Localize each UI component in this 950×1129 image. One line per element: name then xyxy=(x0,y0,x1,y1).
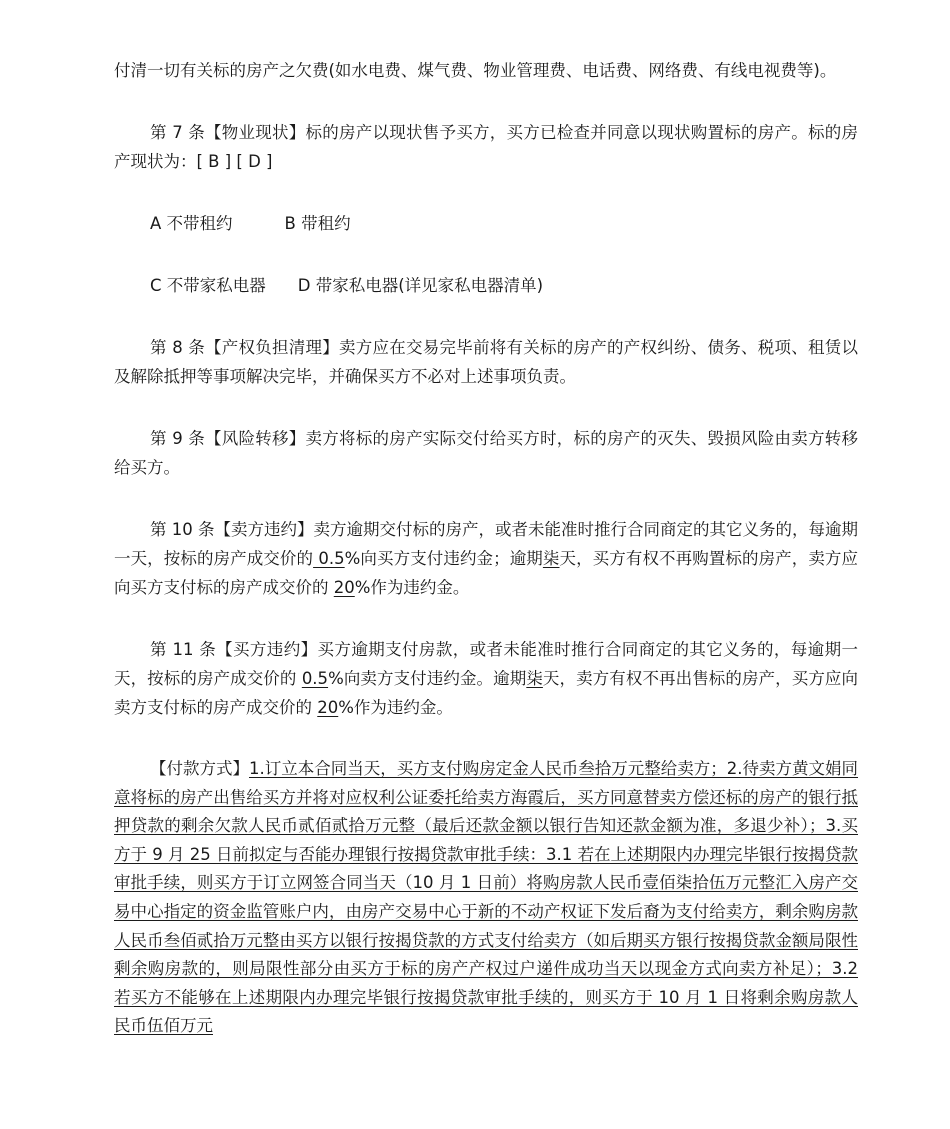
art10-text-2: %向买方支付违约金；逾期 xyxy=(344,549,543,568)
art10-days: 柒 xyxy=(542,549,560,568)
art11-rate: 0.5 xyxy=(301,669,329,688)
art10-text-3: 天，买方有权不再购置标的房产，卖方应向买方支付标的房产成交价的 xyxy=(114,549,859,597)
contract-page xyxy=(114,56,858,1041)
article-8-title-encumbrance: 第 8 条【产权负担清理】卖方应在交易完毕前将有关标的房产的产权纠纷、债务、税项、租赁以及解除抵押等事项解决完毕，并确保买方不必对上述事项负责。 xyxy=(114,338,858,386)
option-c: C 不带家私电器 xyxy=(150,276,266,295)
art11-text-4: %作为违约金。 xyxy=(338,698,453,717)
article-7-property-status: 第 7 条【物业现状】标的房产以现状售予买方，买方已检查并同意以现状购置标的房产。标的房产现状为：[ B ] [ D ] xyxy=(114,123,858,171)
paragraph-fee-continuation: 付清一切有关标的房产之欠费(如水电费、煤气费、物业管理费、电话费、网络费、有线电视费等)。 xyxy=(114,61,837,80)
payment-body: 1.订立本合同当天，买方支付购房定金人民币叁拾万元整给卖方；2.待卖方黄文娟同意将标的房产出售给买方并将对应权利公证委托给卖方海霞后，买方同意替卖方偿还标的房产的银行抵押贷款的剩余欠款人民币贰佰贰拾万元整（最后还款金额以银行告知还款金额为准，多退少补）；3.买方于 9 月 25 日前拟定与否能办理银行按揭贷款审批手续：3.1 若在上述期限内办理完毕银行按揭贷款审批手续，则买方于订立网签合同当天（10 月 1 日前）将购房款人民币壹佰柒拾伍万元整汇入房产交易中心指定的资金监管账户内，由房产交易中心于新的不动产权证下发后裔为支付给卖方，剩余购房款人民币叁佰贰拾万元整由买方以银行按揭贷款的方式支付给卖方（如后期买方银行按揭贷款金额局限性剩余购房款的，则局限性部分由买方于标的房产产权过户递件成功当天以现金方式向卖方补足）；3.2 若买方不能够在上述期限内办理完毕银行按揭贷款审批手续的，则买方于 10 月 1 日将剩余购房款人民币伍佰万元 xyxy=(114,759,858,1036)
option-a: A 不带租约 xyxy=(150,214,233,233)
art11-text-1: 第 11 条【买方违约】买方逾期支付房款，或者未能准时推行合同商定的其它义务的，每逾期一天，按标的房产成交价的 xyxy=(114,640,858,688)
art11-days: 柒 xyxy=(526,669,543,688)
art11-penalty-pct: 20 xyxy=(317,698,339,717)
art10-text-4: %作为违约金。 xyxy=(354,578,470,597)
article-11-buyer-default xyxy=(114,635,858,722)
option-b: B 带租约 xyxy=(284,214,351,233)
option-row-ab xyxy=(114,209,858,238)
art10-rate: 0.5 xyxy=(313,549,345,568)
option-d: D 带家私电器(详见家私电器清单) xyxy=(297,276,544,295)
art10-penalty-pct: 20 xyxy=(333,578,355,597)
art11-text-2: %向卖方支付违约金。逾期 xyxy=(328,669,527,688)
article-9-risk-transfer: 第 9 条【风险转移】卖方将标的房产实际交付给买方时，标的房产的灭失、毁损风险由卖方转移给买方。 xyxy=(114,429,858,477)
art11-text-3: 天，卖方有权不再出售标的房产，买方应向卖方支付标的房产成交价的 xyxy=(114,669,859,717)
article-10-seller-default xyxy=(114,515,858,602)
art10-text-1: 第 10 条【卖方违约】卖方逾期交付标的房产，或者未能准时推行合同商定的其它义务的，每逾期一天，按标的房产成交价的 xyxy=(114,520,858,568)
payment-method xyxy=(114,755,858,1041)
payment-heading: 【付款方式】 xyxy=(150,759,249,778)
option-row-cd xyxy=(114,271,858,300)
